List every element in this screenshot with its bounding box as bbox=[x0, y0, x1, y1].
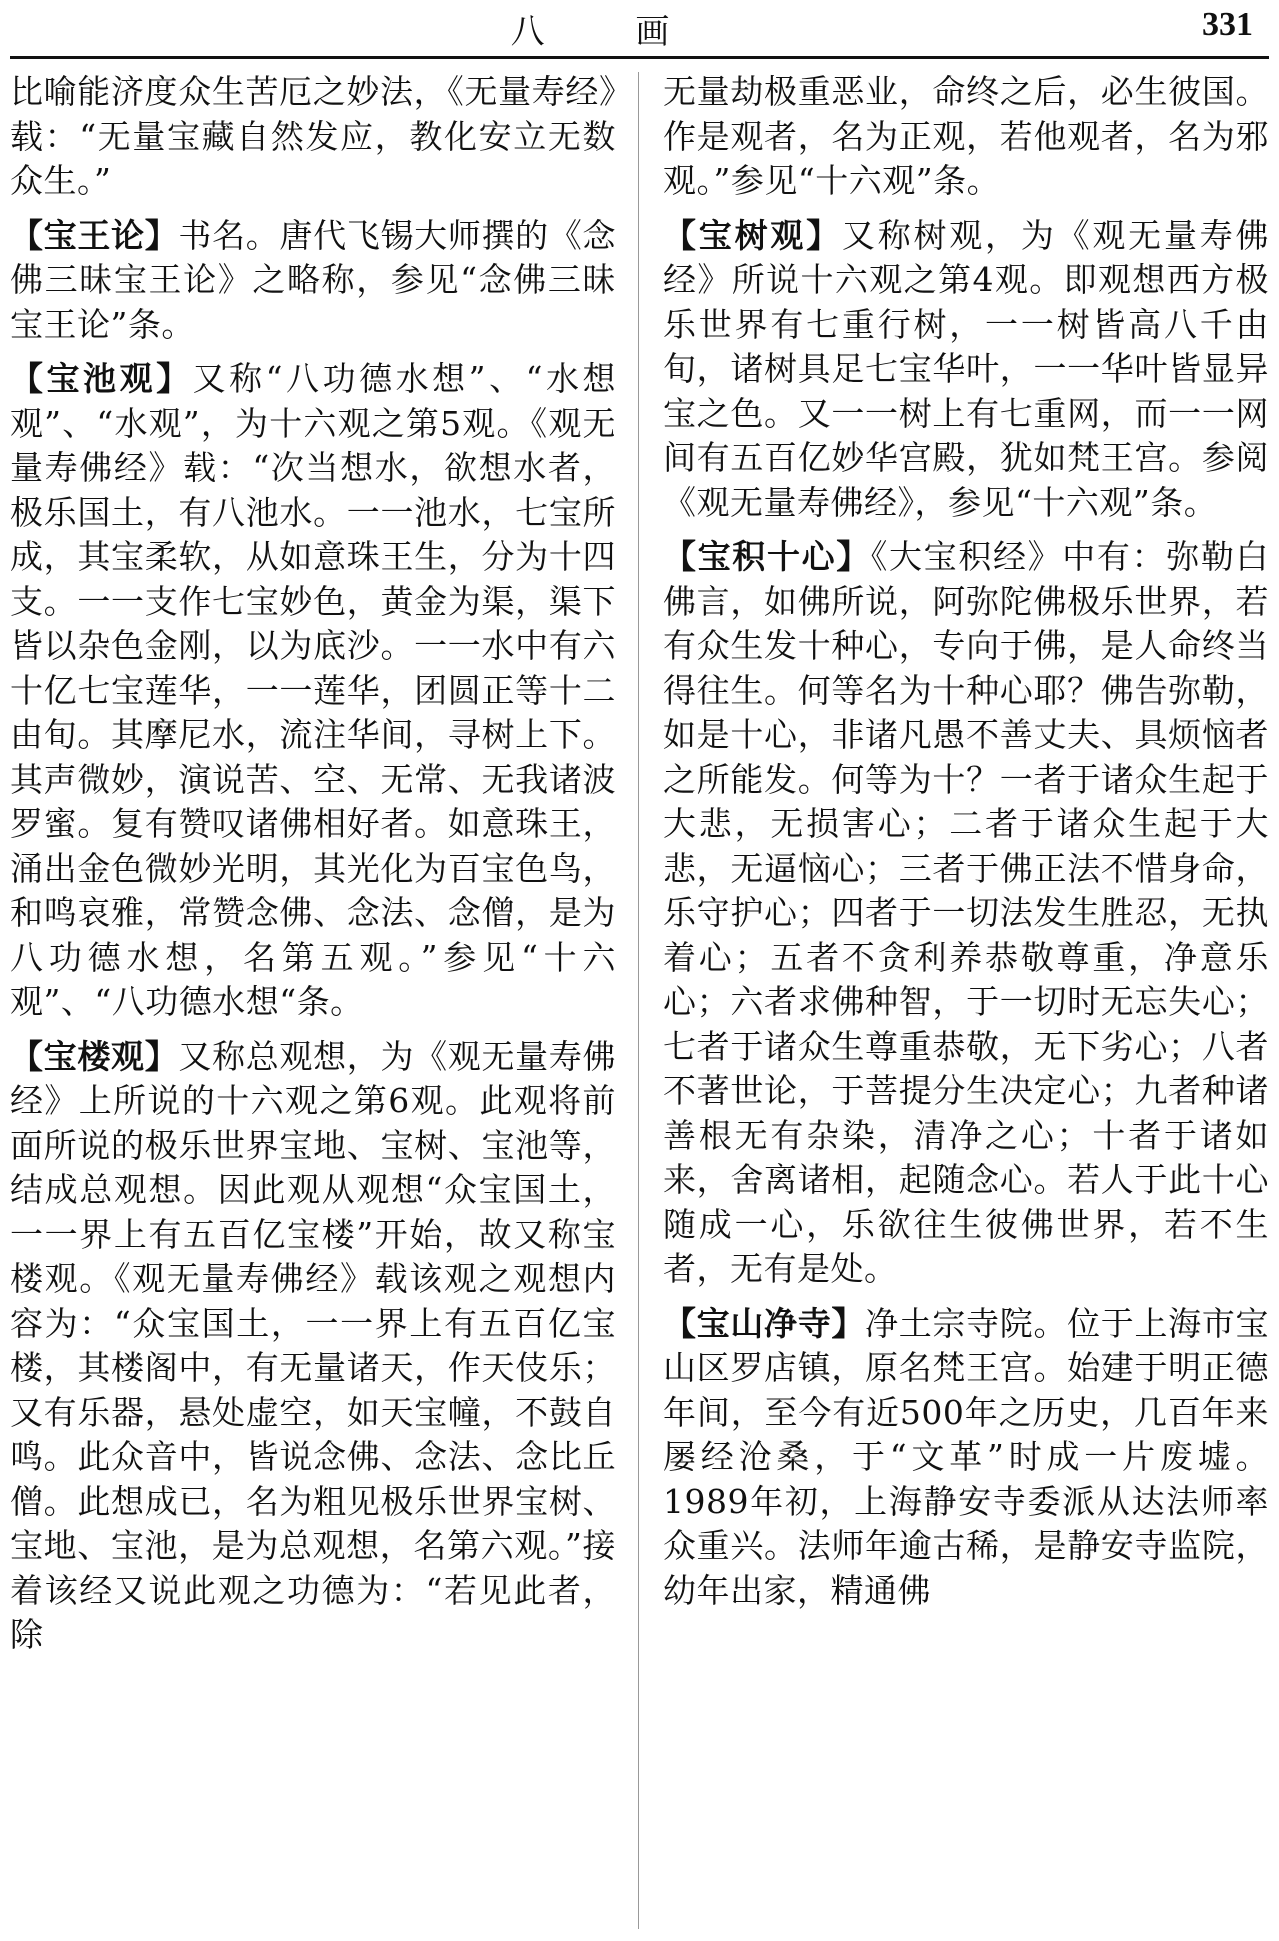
right-column bbox=[663, 70, 1269, 1623]
entry-headword: 【宝积十心】 bbox=[663, 537, 871, 576]
entry-bao-shan-jing-si bbox=[663, 1302, 1269, 1614]
continuation-text: 比喻能济度众生苦厄之妙法，《无量寿经》载：“无量宝藏自然发应，教化安立无数众生。” bbox=[10, 72, 616, 200]
header-rule bbox=[10, 56, 1269, 59]
entry-bao-lou-guan bbox=[10, 1035, 616, 1658]
entry-headword: 【宝树观】 bbox=[663, 215, 842, 255]
entry-bao-chi-guan bbox=[10, 357, 616, 1025]
entry-headword: 【宝山净寺】 bbox=[663, 1303, 866, 1343]
page-header bbox=[0, 0, 1279, 66]
entry-headword: 【宝池观】 bbox=[10, 359, 193, 398]
entry-headword: 【宝王论】 bbox=[10, 215, 179, 255]
entry-bao-wang-lun bbox=[10, 214, 616, 348]
entry-headword: 【宝楼观】 bbox=[10, 1036, 179, 1076]
left-column bbox=[10, 70, 616, 1668]
entry-body: 又称树观，为《观无量寿佛经》所说十六观之第4观。即观想西方极乐世界有七重行树，一一树皆高八千由旬，诸树具足七宝华叶，一一华叶皆显异宝之色。又一一树上有七重网，而一一网间有五百亿妙华宫殿，犹如梵王宫。参阅《观无量寿佛经》，参见“十六观”条。 bbox=[663, 215, 1269, 522]
column-divider bbox=[638, 72, 639, 1929]
entry-body: 净土宗寺院。位于上海市宝山区罗店镇，原名梵王宫。始建于明正德年间，至今有近500年之历史，几百年来屡经沧桑，于“文革”时成一片废墟。1989年初，上海静安寺委派从达法师率众重兴。法师年逾古稀，是静安寺监院，幼年出家，精通佛 bbox=[663, 1303, 1270, 1610]
entry-body: 又称“八功德水想”、“水想观”、“水观”，为十六观之第5观。《观无量寿佛经》载：“次当想水，欲想水者，极乐国土，有八池水。一一池水，七宝所成，其宝柔软，从如意珠王生，分为十四支。一一支作七宝妙色，黄金为渠，渠下皆以杂色金刚，以为底沙。一一水中有六十亿七宝莲华，一一莲华，团圆正等十二由旬。其摩尼水，流注华间，寻树上下。其声微妙，演说苦、空、无常、无我诸波罗蜜。复有赞叹诸佛相好者。如意珠王，涌出金色微妙光明，其光化为百宝色鸟，和鸣哀雅，常赞念佛、念法、念僧，是为八功德水想，名第五观。”参见“十六观”、“八功德水想“条。 bbox=[10, 359, 617, 1021]
page-number: 331 bbox=[1202, 6, 1253, 43]
continuation-text: 无量劫极重恶业，命终之后，必生彼国。作是观者，名为正观，若他观者，名为邪观。”参见“十六观”条。 bbox=[663, 72, 1269, 200]
entry-body: 《大宝积经》中有：弥勒白佛言，如佛所说，阿弥陀佛极乐世界，若有众生发十种心，专向于佛，是人命终当得往生。何等名为十种心耶？佛告弥勒，如是十心，非诸凡愚不善丈夫、具烦恼者之所能发。何等为十？一者于诸众生起于大悲，无损害心；二者于诸众生起于大悲，无逼恼心；三者于佛正法不惜身命，乐守护心；四者于一切法发生胜忍，无执着心；五者不贪利养恭敬尊重，净意乐心；六者求佛种智，于一切时无忘失心；七者于诸众生尊重恭敬，无下劣心；八者不著世论，于菩提分生决定心；九者种诸善根无有杂染，清净之心；十者于诸如来，舍离诸相，起随念心。若人于此十心随成一心，乐欲往生彼佛世界，若不生者，无有是处。 bbox=[663, 537, 1270, 1288]
entry-bao-ji-shi-xin bbox=[663, 535, 1269, 1292]
section-title: 八 画 bbox=[510, 12, 710, 52]
entry-bao-shu-guan bbox=[663, 214, 1269, 526]
entry-body: 又称总观想，为《观无量寿佛经》上所说的十六观之第6观。此观将前面所说的极乐世界宝地、宝树、宝池等，结成总观想。因此观从观想“众宝国土，一一界上有五百亿宝楼”开始，故又称宝楼观。《观无量寿佛经》载该观之观想内容为：“众宝国土，一一界上有五百亿宝楼，其楼阁中，有无量诸天，作天伎乐；又有乐器，悬处虚空，如天宝幢，不鼓自鸣。此众音中，皆说念佛、念法、念比丘僧。此想成已，名为粗见极乐世界宝树、宝地、宝池，是为总观想，名第六观。”接着该经又说此观之功德为：“若见此者，除 bbox=[10, 1036, 617, 1654]
entry-body: 书名。唐代飞锡大师撰的《念佛三昧宝王论》之略称，参见“念佛三昧宝王论”条。 bbox=[10, 215, 617, 344]
